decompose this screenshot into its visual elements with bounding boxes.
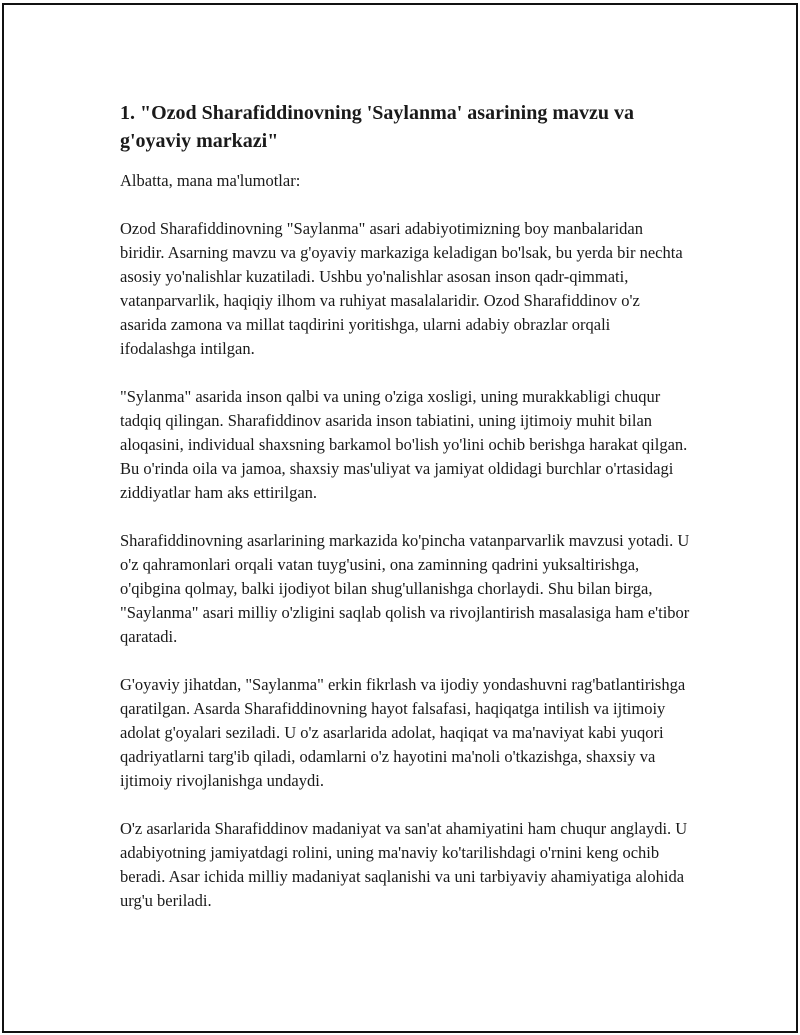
document-body [120, 99, 690, 937]
paragraph-1: Ozod Sharafiddinovning "Saylanma" asari adabiyotimizning boy manbalaridan biridir. Asarning mavzu va g'oyaviy markaziga keladigan bo'lsak, bu yerda bir nechta asosiy yo'nalishlar kuzatiladi. Ushbu yo'nalishlar asosan inson qadr-qimmati, vatanparvarlik, haqiqiy ilhom va ruhiyat masalalaridir. Ozod Sharafiddinov o'z asarida zamona va millat taqdirini yoritishga, ularni adabiy obrazlar orqali ifodalashga intilgan. [120, 219, 683, 358]
intro-line: Albatta, mana ma'lumotlar: [120, 171, 301, 190]
paragraph-3: Sharafiddinovning asarlarining markazida ko'pincha vatanparvarlik mavzusi yotadi. U o'z qahramonlari orqali vatan tuyg'usini, ona zaminning qadrini yuksaltirishga, o'qibgina qolmay, balki ijodiyot bilan shug'ullanishga chorlaydi. Shu bilan birga, "Saylanma" asari milliy o'zligini saqlab qolish va rivojlantirish masalasiga ham e'tibor qaratadi. [120, 531, 690, 646]
paragraph-4: G'oyaviy jihatdan, "Saylanma" erkin fikrlash va ijodiy yondashuvni rag'batlantirishga qaratilgan. Asarda Sharafiddinovning hayot falsafasi, haqiqatga intilish va ijtimoiy adolat g'oyalari seziladi. U o'z asarlarida adolat, haqiqat va ma'naviyat kabi yuqori qadriyatlarni targ'ib qiladi, odamlarni o'z hayotini ma'noli o'tkazishga, shaxsiy va ijtimoiy rivojlanishga undaydi. [120, 675, 686, 790]
document-title: 1. "Ozod Sharafiddinovning 'Saylanma' asarining mavzu va g'oyaviy markazi" [120, 102, 634, 152]
paragraph-2: "Sylanma" asarida inson qalbi va uning o'ziga xosligi, uning murakkabligi chuqur tadqiq qilingan. Sharafiddinov asarida inson tabiatini, uning ijtimoiy muhit bilan aloqasini, individual shaxsning barkamol bo'lish yo'lini ochib berishga harakat qilgan. Bu o'rinda oila va jamoa, shaxsiy mas'uliyat va jamiyat oldidagi burchlar o'rtasidagi ziddiyatlar ham aks ettirilgan. [120, 387, 688, 502]
paragraph-5: O'z asarlarida Sharafiddinov madaniyat va san'at ahamiyatini ham chuqur anglaydi. U adabiyotning jamiyatdagi rolini, uning ma'naviy ko'tarilishdagi o'rnini keng ochib beradi. Asar ichida milliy madaniyat saqlanishi va uni tarbiyaviy ahamiyatiga alohida urg'u beriladi. [120, 819, 688, 910]
page-frame [2, 3, 798, 1033]
